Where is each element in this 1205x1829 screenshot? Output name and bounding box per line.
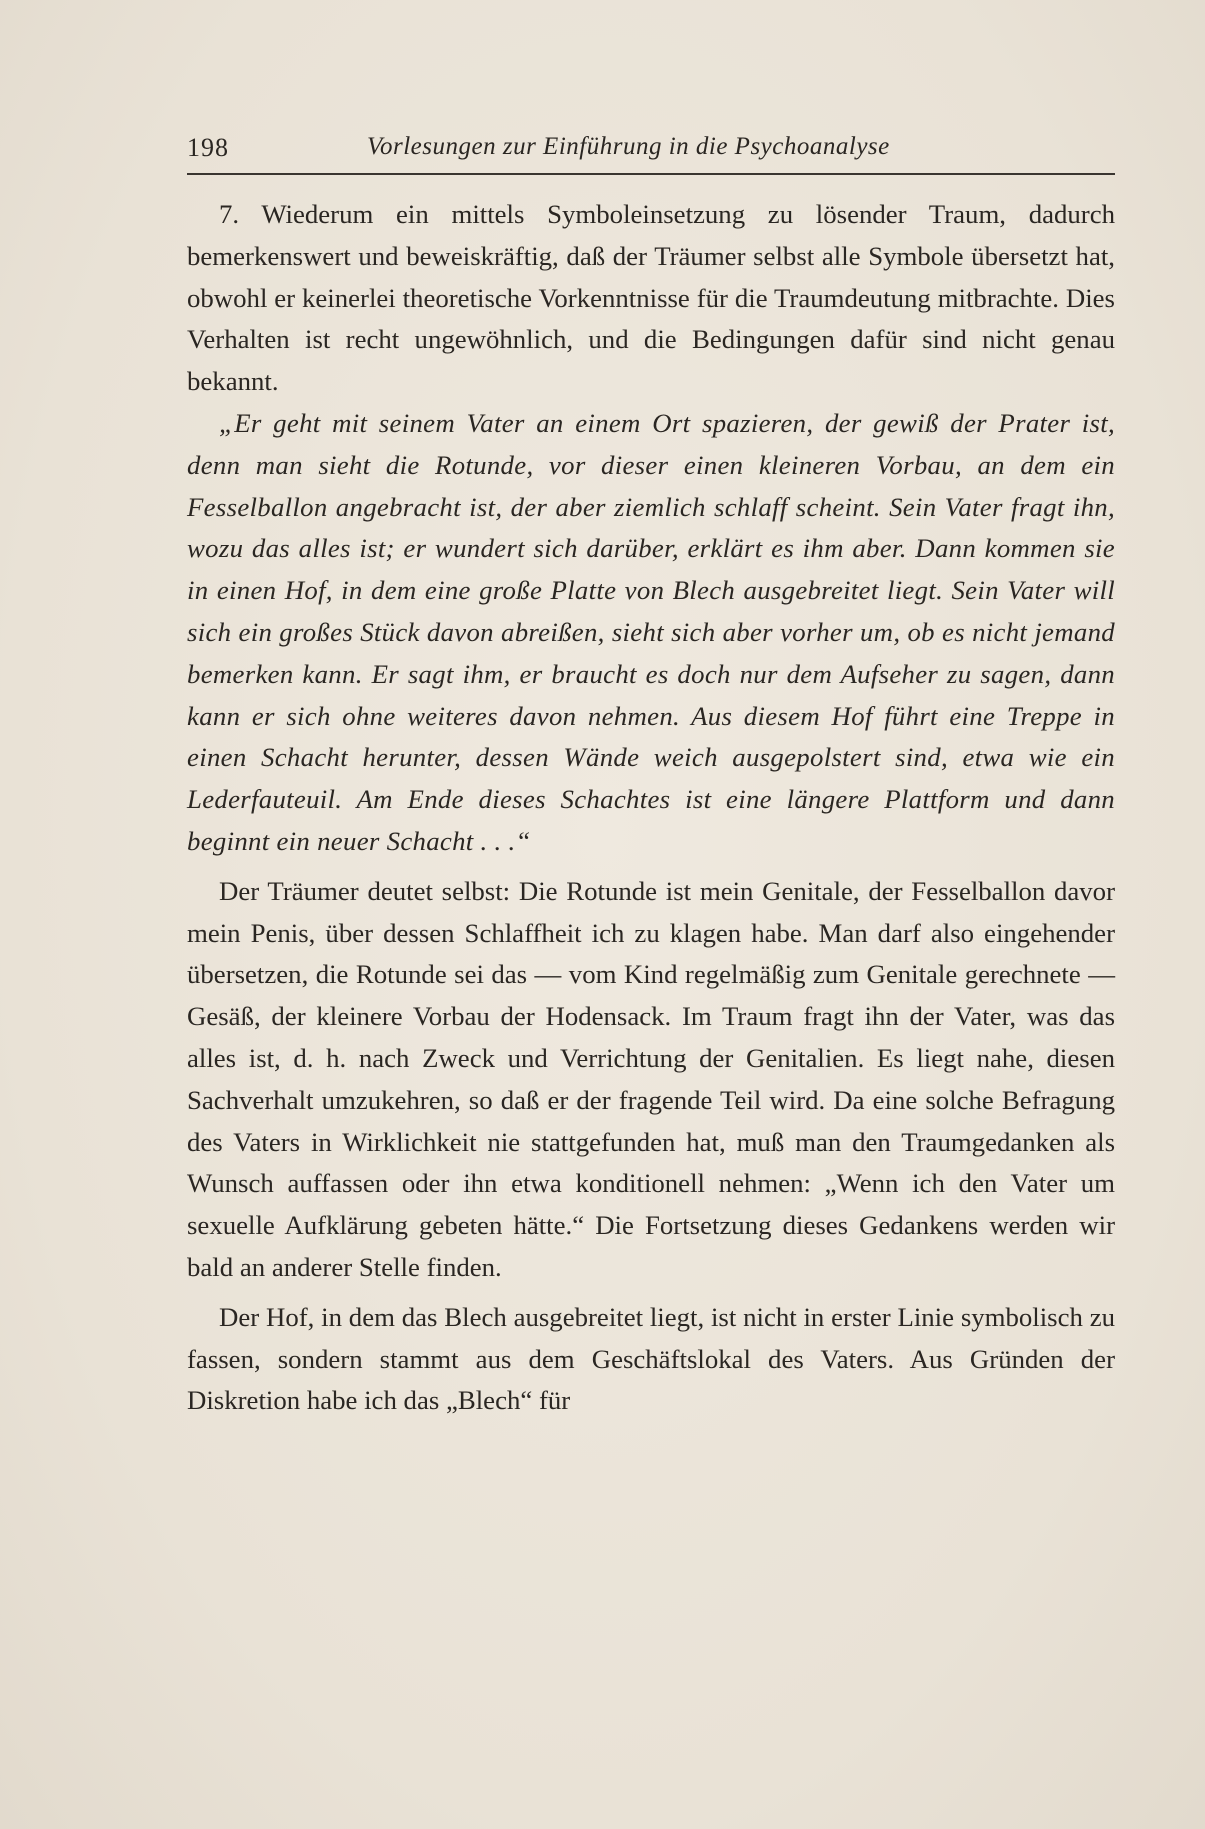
paragraph-dream-intro: 7. Wiederum ein mittels Symboleinsetzung zu lösender Traum, dadurch bemerkenswert und beweiskräftig, daß der Träumer selbst alle Symbole übersetzt hat, obwohl er keinerlei theoretische Vorkenntnisse für die Traumdeutung mitbrachte. Dies Verhalten ist recht ungewöhnlich, und die Bedingungen dafür sind nicht genau bekannt. <box>187 199 1115 397</box>
body-text <box>187 194 1115 1422</box>
running-title: Vorlesungen zur Einführung in die Psychoanalyse <box>367 133 890 160</box>
header-rule <box>187 173 1115 175</box>
paragraph-interpretation: Der Träumer deutet selbst: Die Rotunde ist mein Genitale, der Fesselballon davor mein Penis, über dessen Schlaffheit ich zu klagen habe. Man darf also eingehender übersetzen, die Rotunde sei das — vom Kind regelmäßig zum Genitale gerechnete — Gesäß, der kleinere Vorbau der Hodensack. Im Traum fragt ihn der Vater, was das alles ist, d. h. nach Zweck und Verrichtung der Genitalien. Es liegt nahe, diesen Sachverhalt umzukehren, so daß er der fragende Teil wird. Da eine solche Befragung des Vaters in Wirklichkeit nie stattgefunden hat, muß man den Traumgedanken als Wunsch auffassen oder ihn etwa konditionell nehmen: „Wenn ich den Vater um sexuelle Aufklärung gebeten hätte.“ Die Fortsetzung dieses Gedankens werden wir bald an anderer Stelle finden. <box>187 875 1115 1282</box>
page-header <box>187 133 1117 173</box>
paragraph-dream-report: „Er geht mit seinem Vater an einem Ort spazieren, der gewiß der Prater ist, denn man sieht die Rotunde, vor dieser einen kleineren Vorbau, an dem ein Fesselballon angebracht ist, der aber ziemlich schlaff scheint. Sein Vater fragt ihn, wozu das alles ist; er wundert sich darüber, erklärt es ihm aber. Dann kommen sie in einen Hof, in dem eine große Platte von Blech ausgebreitet liegt. Sein Vater will sich ein großes Stück davon abreißen, sieht sich aber vorher um, ob es nicht jemand bemerken kann. Er sagt ihm, er braucht es doch nur dem Aufseher zu sagen, dann kann er sich ohne weiteres davon nehmen. Aus diesem Hof führt eine Treppe in einen Schacht herunter, dessen Wände weich ausgepolstert sind, etwa wie ein Lederfauteuil. Am Ende dieses Schachtes ist eine längere Plattform und dann beginnt ein neuer Schacht . . .“ <box>187 407 1115 856</box>
paragraph-continuation: Der Hof, in dem das Blech ausgebreitet liegt, ist nicht in erster Linie symbolisch zu fassen, sondern stammt aus dem Geschäftslokal des Vaters. Aus Gründen der Diskretion habe ich das „Blech“ für <box>187 1301 1115 1416</box>
page-number: 198 <box>187 133 229 162</box>
